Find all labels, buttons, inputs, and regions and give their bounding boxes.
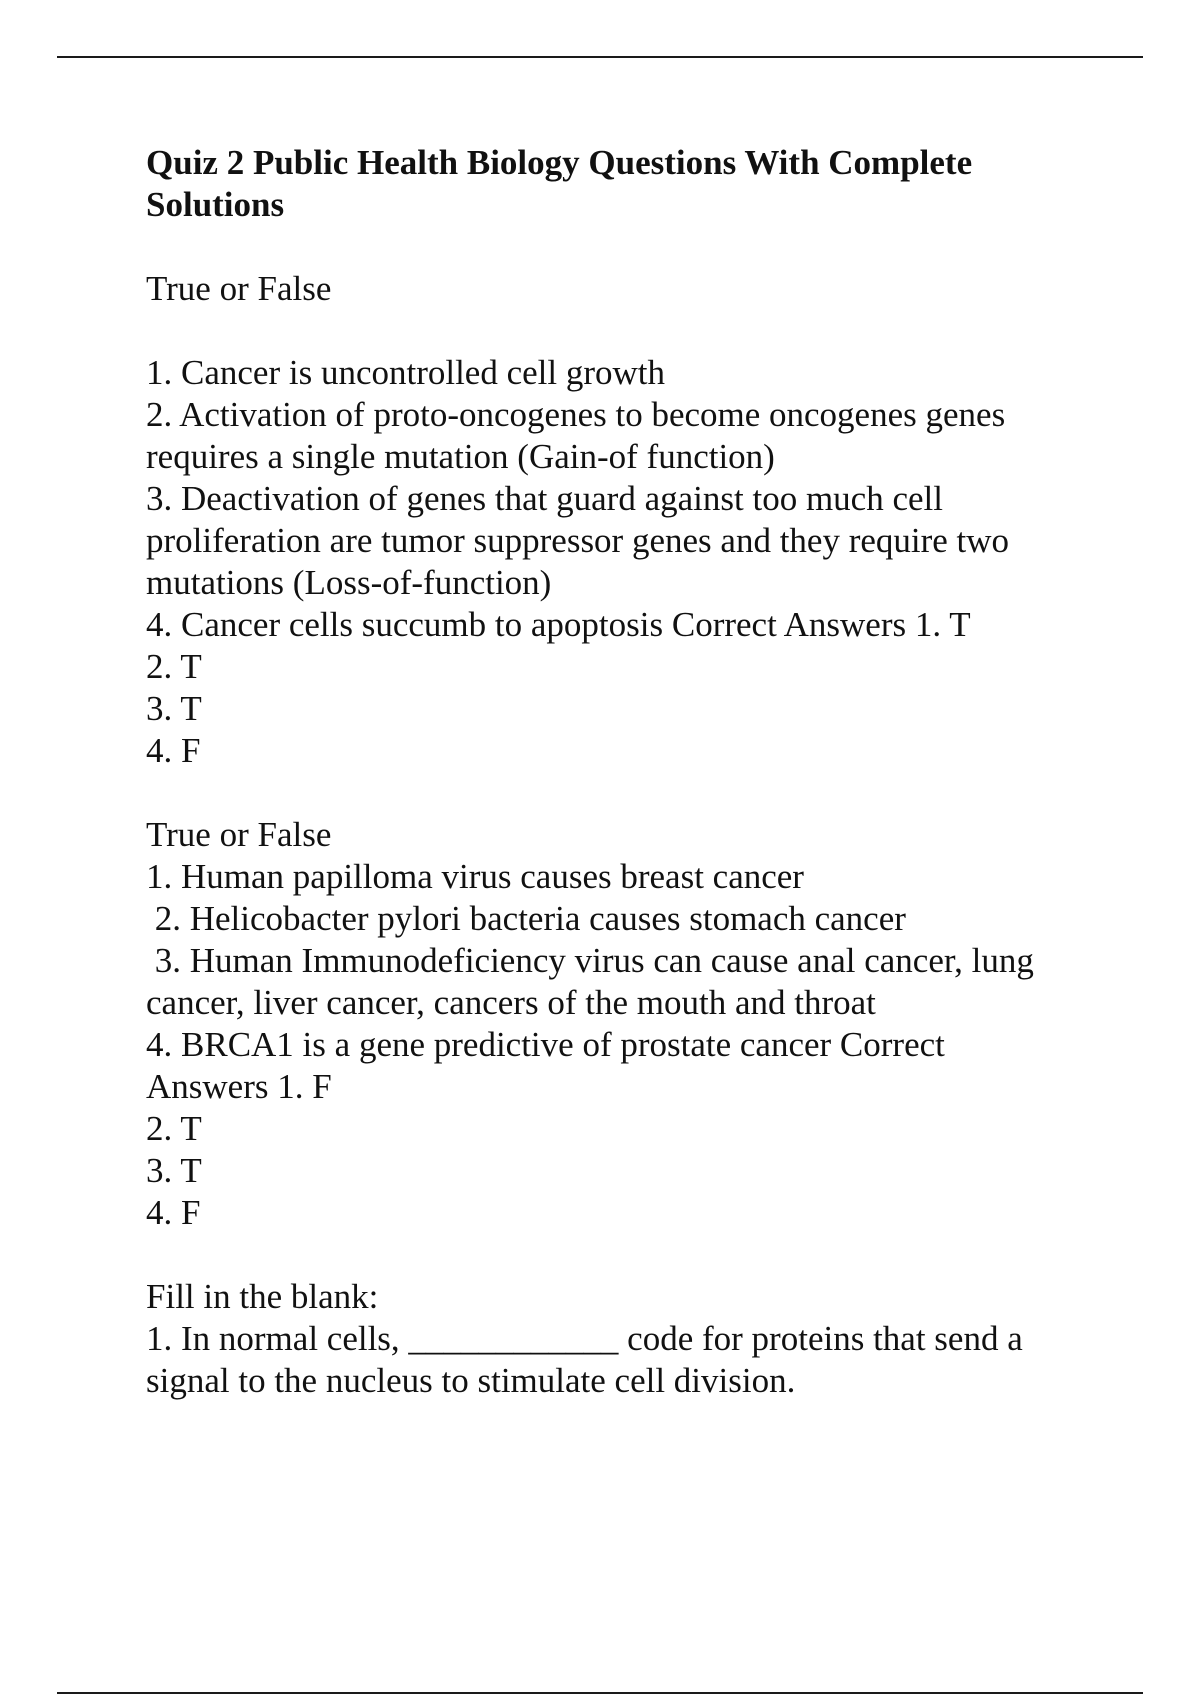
answer-line: 2. T [146,1109,202,1148]
question-line: 2. Activation of proto-oncogenes to become oncogenes genes [146,395,1006,434]
question-line: proliferation are tumor suppressor genes and they require two [146,521,1010,560]
title-line: Solutions [146,185,285,224]
question-line: 4. BRCA1 is a gene predictive of prostate cancer Correct [146,1025,945,1064]
answer-line: 4. F [146,1193,201,1232]
answer-line: 3. T [146,689,202,728]
document-body [146,142,1086,1402]
question-line: 4. Cancer cells succumb to apoptosis Correct Answers 1. T [146,605,971,644]
section-heading: Fill in the blank: [146,1277,379,1316]
question-line: 3. Deactivation of genes that guard against too much cell [146,479,943,518]
answer-line: 4. F [146,731,201,770]
top-divider [57,56,1143,58]
question-line: requires a single mutation (Gain-of function) [146,437,775,476]
section-true-false-2 [146,814,1086,1234]
question-line: 1. Human papilloma virus causes breast cancer [146,857,804,896]
section-heading: True or False [146,815,332,854]
answer-line: 2. T [146,647,202,686]
question-line: signal to the nucleus to stimulate cell division. [146,1361,796,1400]
title-line: Quiz 2 Public Health Biology Questions With Complete [146,143,973,182]
question-line: 3. Human Immunodeficiency virus can cause anal cancer, lung [146,941,1034,980]
question-line: 1. Cancer is uncontrolled cell growth [146,353,666,392]
question-line: 1. In normal cells, ____________ code for proteins that send a [146,1319,1023,1358]
answer-line: 3. T [146,1151,202,1190]
section-fill-in-blank [146,1276,1086,1402]
section-heading: True or False [146,269,332,308]
question-line: mutations (Loss-of-function) [146,563,552,602]
question-line: cancer, liver cancer, cancers of the mouth and throat [146,983,876,1022]
bottom-divider [57,1692,1143,1694]
section-true-false-1 [146,268,1086,772]
answer-line: Answers 1. F [146,1067,332,1106]
document-title [146,142,1086,226]
question-line: 2. Helicobacter pylori bacteria causes stomach cancer [146,899,906,938]
